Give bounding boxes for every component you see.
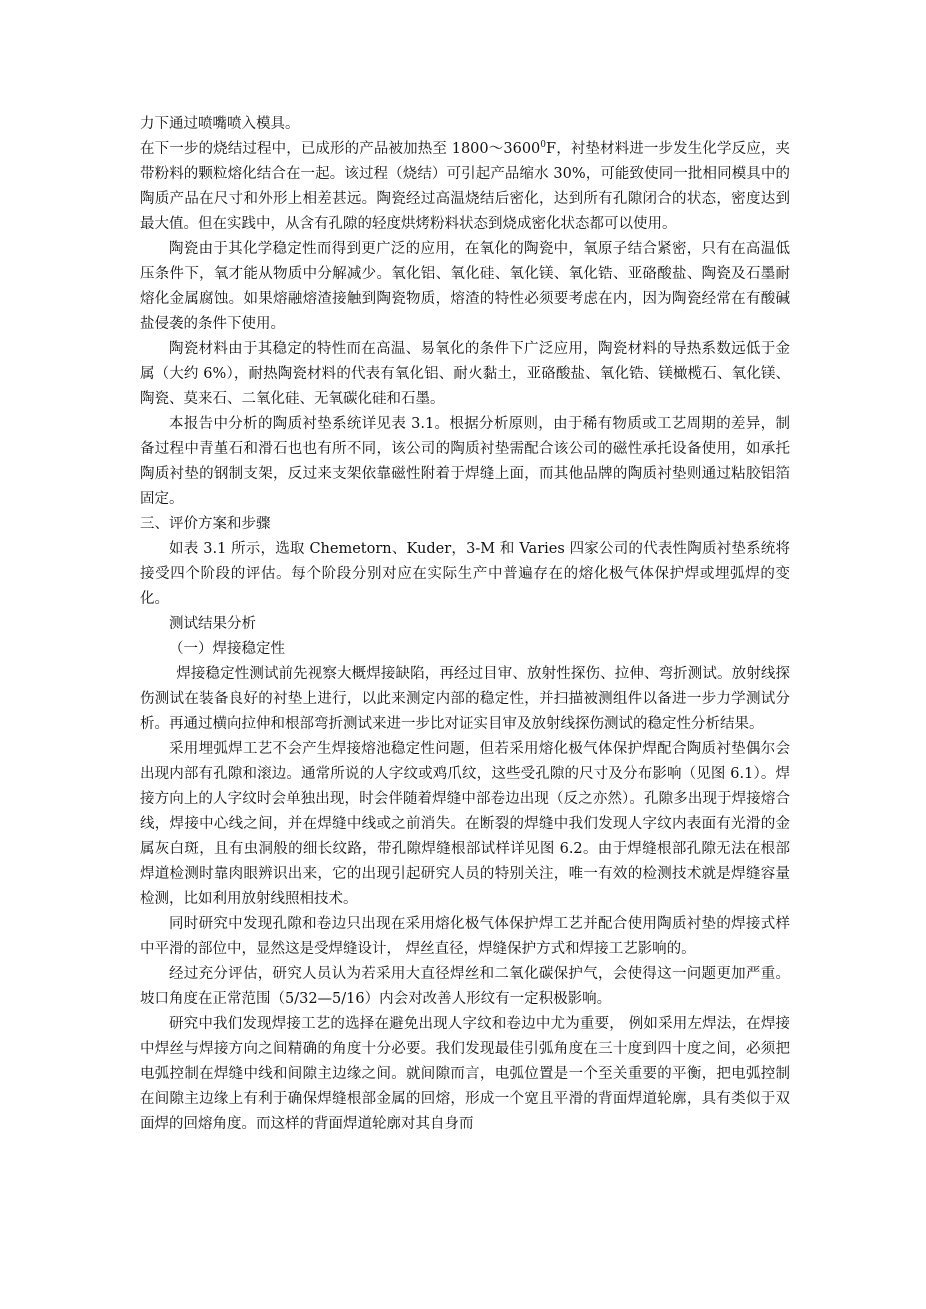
document-body bbox=[140, 112, 790, 1137]
paragraph-sintering bbox=[140, 137, 790, 237]
paragraph-porosity: 采用埋弧焊工艺不会产生焊接熔池稳定性问题，但若采用熔化极气体保护焊配合陶质衬垫偶尔会出现内部有孔隙和滚边。通常所说的人字纹或鸡爪纹，这些受孔隙的尺寸及分布影响（见图 6.1）。焊接方向上的人字纹时会单独出现，时会伴随着焊缝中部卷边出现（反之亦然）。孔隙多出现于焊接熔合线，焊接中心线之间，并在焊缝中线或之前消失。在断裂的焊缝中我们发现人字纹内表面有光滑的金属灰白斑，且有虫洞般的细长纹路，带孔隙焊缝根部试样详见图 6.2。由于焊缝根部孔隙无法在根部焊道检测时靠肉眼辨识出来，它的出现引起研究人员的特别关注，唯一有效的检测技术就是焊缝容量检测，比如利用放射线照相技术。 bbox=[140, 741, 790, 907]
paragraph-continuation: 力下通过喷嘴喷入模具。 bbox=[140, 116, 300, 132]
paragraph-stability-test: 焊接稳定性测试前先视察大概焊接缺陷，再经过目审、放射性探伤、拉伸、弯折测试。放射线探伤测试在装备良好的衬垫上进行，以此来测定内部的稳定性，并扫描被测组件以备进一步力学测试分析。再通过横向拉伸和根部弯折测试来进一步比对证实目审及放射线探伤测试的稳定性分析结果。 bbox=[140, 666, 790, 732]
sintering-text-after: F，衬垫材料进一步发生化学反应，夹带粉料的颗粒熔化结合在一起。该过程（烧结）可引起产品缩水 30%，可能致使同一批相同模具中的陶质产品在尺寸和外形上相差甚远。陶瓷经过高温烧结后密化，达到所有孔隙闭合的状态，密度达到最大值。但在实践中，从含有孔隙的轻度烘烤粉料状态到烧成密化状态都可以使用。 bbox=[140, 141, 790, 232]
paragraph-ceramic-materials: 陶瓷材料由于其稳定的特性而在高温、易氧化的条件下广泛应用，陶瓷材料的导热系数远低于金属（大约 6%），耐热陶瓷材料的代表有氧化铝、耐火黏土，亚硌酸盐、氧化锆、镁橄榄石、氧化镁、陶瓷、莫来石、二氧化硅、无氧碳化硅和石墨。 bbox=[140, 341, 790, 407]
section-heading-evaluation: 三、评价方案和步骤 bbox=[140, 516, 271, 532]
paragraph-welding-technique: 研究中我们发现焊接工艺的选择在避免出现人字纹和卷边中尤为重要， 例如采用左焊法，在焊接中焊丝与焊接方向之间精确的角度十分必要。我们发现最佳引弧角度在三十度到四十度之间，必须把电弧控制在焊缝中线和间隙主边缘之间。就间隙而言，电弧位置是一个至关重要的平衡，把电弧控制在间隙主边缘上有利于确保焊缝根部金属的回熔，形成一个宽且平滑的背面焊道轮廓，具有类似于双面焊的回熔角度。而这样的背面焊道轮廓对其自身而 bbox=[140, 1016, 790, 1132]
paragraph-chemical-stability: 陶瓷由于其化学稳定性而得到更广泛的应用，在氧化的陶瓷中，氧原子结合紧密，只有在高温低压条件下，氧才能从物质中分解减少。氧化铝、氧化硅、氧化镁、氧化锆、亚硌酸盐、陶瓷及石墨耐熔化金属腐蚀。如果熔融熔渣接触到陶瓷物质，熔渣的特性必须要考虑在内，因为陶瓷经常在有酸碱盐侵袭的条件下使用。 bbox=[140, 241, 790, 332]
heading-weld-stability: （一）焊接稳定性 bbox=[169, 641, 285, 657]
degree-superscript: 0 bbox=[540, 140, 547, 151]
heading-test-results: 测试结果分析 bbox=[169, 616, 256, 632]
paragraph-porosity-location: 同时研究中发现孔隙和卷边只出现在采用熔化极气体保护焊工艺并配合使用陶质衬垫的焊接式样中平滑的部位中，显然这是受焊缝设计， 焊丝直径，焊缝保护方式和焊接工艺影响的。 bbox=[140, 916, 790, 957]
paragraph-four-companies: 如表 3.1 所示，选取 Chemetorn、Kuder，3-M 和 Varies 四家公司的代表性陶质衬垫系统将接受四个阶段的评估。每个阶段分别对应在实际生产中普遍存在的熔化极气体保护焊或埋弧焊的变化。 bbox=[140, 541, 790, 607]
paragraph-report-systems: 本报告中分析的陶质衬垫系统详见表 3.1。根据分析原则，由于稀有物质或工艺周期的差异，制备过程中青堇石和滑石也也有所不同，该公司的陶质衬垫需配合该公司的磁性承托设备使用，如承托陶质衬垫的钢制支架，反过来支架依靠磁性附着于焊缝上面，而其他品牌的陶质衬垫则通过粘胶铝箔固定。 bbox=[140, 416, 790, 507]
paragraph-evaluation-findings: 经过充分评估，研究人员认为若采用大直径焊丝和二氧化碳保护气，会使得这一问题更加严重。坡口角度在正常范围（5/32—5/16）内会对改善人形纹有一定积极影响。 bbox=[140, 966, 790, 1007]
sintering-text-before: 在下一步的烧结过程中，已成形的产品被加热至 1800～3600 bbox=[140, 141, 541, 157]
